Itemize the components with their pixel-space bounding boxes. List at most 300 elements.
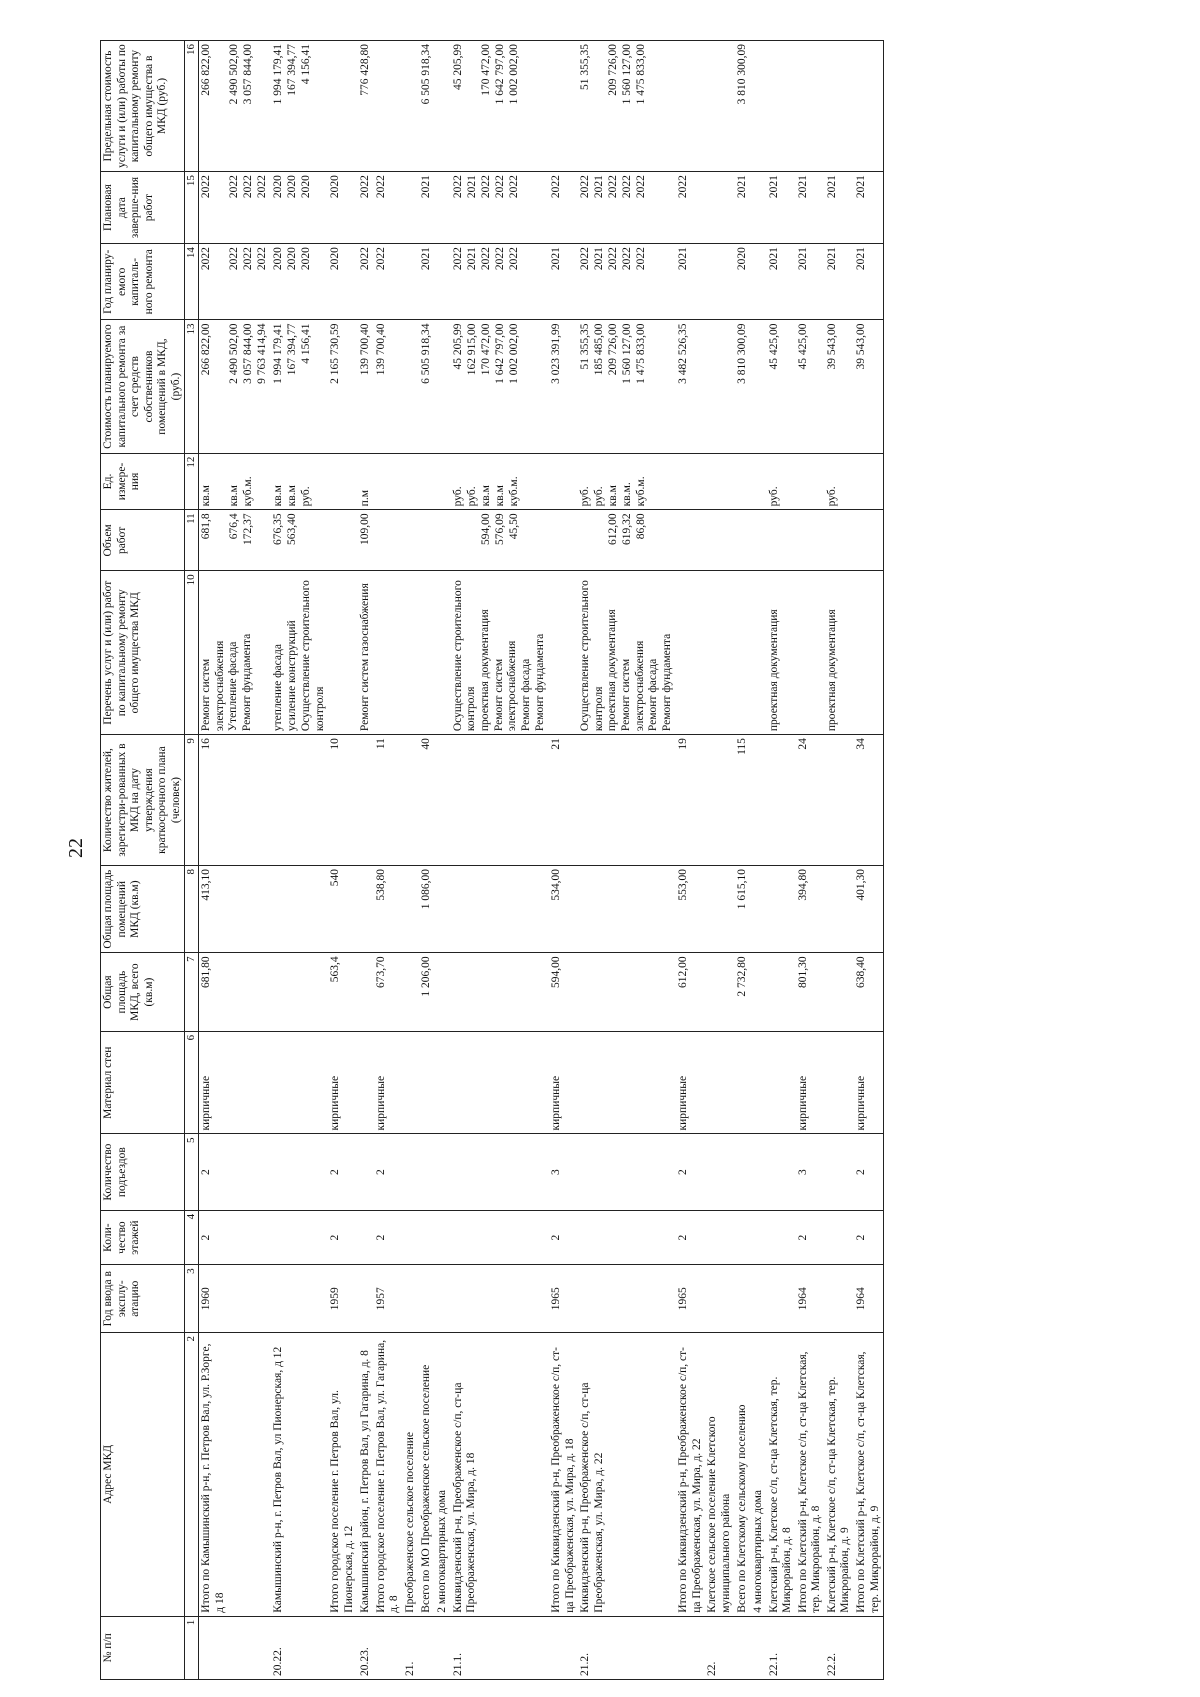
repair-year-cell <box>271 244 328 320</box>
total-area-cell <box>751 953 767 1032</box>
repair-year-cell <box>374 244 403 320</box>
works-cell <box>435 571 451 735</box>
column-number: 4 <box>185 1210 199 1265</box>
column-header: Год ввода в эксплу-атацию <box>101 1265 185 1333</box>
column-number: 10 <box>185 571 199 735</box>
works-cell <box>676 571 705 735</box>
cost-cell <box>578 320 676 453</box>
premises-area-cell: 1 086,00 <box>419 866 435 953</box>
unit-cell-line: куб.м. <box>635 476 648 507</box>
volume-cell-line <box>797 513 811 567</box>
cost-cell-line: 162 915,00 <box>465 323 478 376</box>
completion-year-cell <box>328 172 357 244</box>
works-cell-line: Утепление фасада <box>227 641 240 732</box>
row-number: 22. <box>705 1616 734 1679</box>
table-row <box>767 41 796 1680</box>
completion-year-cell <box>796 172 825 244</box>
residents-cell: 115 <box>735 735 751 866</box>
cost-cell <box>403 320 419 453</box>
repair-year-cell <box>435 244 451 320</box>
row-number <box>751 1616 767 1679</box>
repair-year-cell <box>419 244 435 320</box>
limit-cost-cell-line: 1 475 833,00 <box>635 44 648 105</box>
unit-cell <box>578 453 676 510</box>
volume-cell-line <box>855 513 869 567</box>
limit-cost-cell <box>419 41 435 172</box>
cost-cell <box>796 320 825 453</box>
premises-area-cell <box>435 866 451 953</box>
total-area-cell: 801,30 <box>796 953 825 1032</box>
entrances-cell <box>358 1134 374 1210</box>
unit-cell <box>451 453 549 510</box>
repair-year-cell <box>451 244 549 320</box>
row-number: 21. <box>403 1616 419 1679</box>
volume-cell <box>328 510 357 571</box>
completion-year-cell <box>271 172 328 244</box>
column-number: 6 <box>185 1031 199 1134</box>
repair-year-cell <box>735 244 751 320</box>
unit-cell-line: п.м <box>358 490 371 507</box>
rotated-sheet <box>100 40 1200 1680</box>
unit-cell-line <box>752 457 766 507</box>
limit-cost-cell-line: 3 810 300,09 <box>735 44 748 105</box>
limit-cost-cell-line: 1 002 002,00 <box>507 44 520 105</box>
works-cell-line: Ремонт фундамента <box>661 633 674 732</box>
column-number: 11 <box>185 510 199 571</box>
works-cell <box>419 571 435 735</box>
floors-cell: 2 <box>549 1210 578 1265</box>
completion-year-cell <box>705 172 734 244</box>
volume-cell <box>199 510 272 571</box>
repair-year-cell <box>854 244 884 320</box>
floors-cell <box>403 1210 419 1265</box>
cost-cell-line <box>436 323 450 449</box>
floors-cell <box>419 1210 435 1265</box>
repair-year-cell <box>403 244 419 320</box>
limit-cost-cell <box>767 41 796 172</box>
completion-year-cell-line <box>214 175 228 240</box>
unit-cell-line <box>404 457 418 507</box>
repair-year-cell-line: 2022 <box>635 247 648 271</box>
volume-cell <box>676 510 705 571</box>
repair-year-cell-line <box>214 247 228 316</box>
limit-cost-cell-line <box>214 44 228 168</box>
header-row <box>101 41 185 1680</box>
limit-cost-cell <box>358 41 374 172</box>
cost-cell-line <box>404 323 418 449</box>
year-cell: 1959 <box>328 1265 357 1333</box>
works-cell <box>403 571 419 735</box>
limit-cost-cell-line <box>256 44 270 168</box>
year-cell: 1960 <box>199 1265 272 1333</box>
address-cell: Итого по Киквидзенский р-н, Преображенское с/п, ст-ца Преображенская, ул. Мира, д. 22 <box>676 1333 705 1617</box>
entrances-cell <box>451 1134 549 1210</box>
works-cell-line: проектная документация <box>767 609 780 732</box>
limit-cost-cell <box>796 41 825 172</box>
limit-cost-cell <box>328 41 357 172</box>
cost-cell-line: 39 543,00 <box>854 323 867 370</box>
residents-cell <box>767 735 796 866</box>
row-number <box>854 1616 884 1679</box>
row-number <box>435 1616 451 1679</box>
completion-year-cell-line: 2020 <box>286 175 299 199</box>
repair-year-cell-line: 2022 <box>493 247 506 271</box>
year-cell <box>419 1265 435 1333</box>
works-cell <box>451 571 549 735</box>
row-number <box>199 1616 272 1679</box>
total-area-cell <box>705 953 734 1032</box>
cost-cell <box>199 320 272 453</box>
limit-cost-cell-line <box>826 44 840 168</box>
volume-cell-line: 619,32 <box>621 513 634 545</box>
residents-cell <box>358 735 374 866</box>
floors-cell: 2 <box>854 1210 884 1265</box>
repair-year-cell-line: 2021 <box>825 247 838 271</box>
wall-material-cell <box>419 1031 435 1134</box>
works-cell <box>578 571 676 735</box>
floors-cell: 2 <box>676 1210 705 1265</box>
cost-cell-line: 1 560 127,00 <box>621 323 634 384</box>
year-cell <box>751 1265 767 1333</box>
total-area-cell: 612,00 <box>676 953 705 1032</box>
completion-year-cell <box>549 172 578 244</box>
limit-cost-cell-line <box>375 44 389 168</box>
residents-cell <box>825 735 854 866</box>
repair-year-cell-line: 2022 <box>242 247 255 271</box>
works-cell <box>271 571 328 735</box>
wall-material-cell <box>451 1031 549 1134</box>
works-cell-line: утепление фасада <box>272 644 285 732</box>
wall-material-cell <box>705 1031 734 1134</box>
volume-cell-line <box>736 513 750 567</box>
address-cell: Клетский р-н, Клетское с/п, ст-ца Клетская, тер. Микрорайон, д. 8 <box>767 1333 796 1617</box>
premises-area-cell: 540 <box>328 866 357 953</box>
completion-year-cell <box>676 172 705 244</box>
limit-cost-cell-line <box>752 44 766 168</box>
cost-cell-line: 266 822,00 <box>200 323 213 376</box>
address-cell: Всего по МО Преображенское сельское поселение <box>419 1333 435 1617</box>
total-area-cell: 681,80 <box>199 953 272 1032</box>
completion-year-cell-line: 2022 <box>358 175 371 199</box>
limit-cost-cell-line: 3 057 844,00 <box>242 44 255 105</box>
entrances-cell <box>751 1134 767 1210</box>
works-cell-line: Ремонт фасада <box>519 658 532 732</box>
limit-cost-cell <box>735 41 751 172</box>
column-header: Адрес МКД <box>101 1333 185 1617</box>
total-area-cell <box>271 953 328 1032</box>
premises-area-cell <box>403 866 419 953</box>
unit-cell <box>403 453 419 510</box>
address-cell: 4 многоквартирных дома <box>751 1333 767 1617</box>
unit-cell-line: руб. <box>465 486 478 507</box>
works-cell-line: Ремонт систем электроснабжения <box>492 640 519 732</box>
limit-cost-cell <box>451 41 549 172</box>
premises-area-cell: 534,00 <box>549 866 578 953</box>
column-header: Ед. измере-ния <box>101 453 185 510</box>
works-cell-line <box>855 574 869 731</box>
limit-cost-cell-line <box>768 44 782 168</box>
premises-area-cell <box>271 866 328 953</box>
cost-cell <box>676 320 705 453</box>
unit-cell-line <box>677 457 691 507</box>
completion-year-cell-line: 2022 <box>635 175 648 199</box>
volume-cell <box>854 510 884 571</box>
column-header: Общая площадь МКД, всего (кв.м) <box>101 953 185 1032</box>
repair-year-cell-line: 2020 <box>329 247 342 271</box>
cost-cell-line: 3 023 391,99 <box>549 323 562 384</box>
repair-year-cell-line <box>436 247 450 316</box>
completion-year-cell-line: 2022 <box>374 175 387 199</box>
cost-cell <box>705 320 734 453</box>
wall-material-cell: кирпичные <box>676 1031 705 1134</box>
residents-cell: 11 <box>374 735 403 866</box>
cost-cell-line: 209 726,00 <box>607 323 620 376</box>
residents-cell <box>705 735 734 866</box>
repair-year-cell-line: 2020 <box>735 247 748 271</box>
row-number: 22.2. <box>825 1616 854 1679</box>
completion-year-cell <box>403 172 419 244</box>
cost-cell-line: 45 205,99 <box>451 323 464 370</box>
address-cell: 2 многоквартирных дома <box>435 1333 451 1617</box>
entrances-cell <box>271 1134 328 1210</box>
completion-year-cell <box>451 172 549 244</box>
cost-cell-line: 39 543,00 <box>825 323 838 370</box>
floors-cell: 2 <box>796 1210 825 1265</box>
limit-cost-cell-line: 266 822,00 <box>200 44 213 96</box>
table-row <box>578 41 676 1680</box>
completion-year-cell-line: 2020 <box>329 175 342 199</box>
wall-material-cell <box>751 1031 767 1134</box>
limit-cost-cell-line <box>797 44 811 168</box>
address-cell: Итого по Клетский р-н, Клетское с/п, ст-ца Клетская, тер. Микрорайон, д. 9 <box>854 1333 884 1617</box>
table-row <box>271 41 328 1680</box>
cost-cell <box>419 320 435 453</box>
capital-repair-table <box>100 40 884 1680</box>
row-number: 22.1. <box>767 1616 796 1679</box>
repair-year-cell-line <box>752 247 766 316</box>
unit-cell-line: кв.м <box>607 485 620 507</box>
limit-cost-cell <box>549 41 578 172</box>
table-body <box>199 41 884 1680</box>
limit-cost-cell-line: 170 472,00 <box>479 44 492 96</box>
year-cell: 1964 <box>854 1265 884 1333</box>
repair-year-cell-line: 2021 <box>767 247 780 271</box>
unit-cell <box>435 453 451 510</box>
wall-material-cell <box>435 1031 451 1134</box>
limit-cost-cell-line: 4 156,41 <box>300 44 313 85</box>
works-cell <box>358 571 374 735</box>
floors-cell <box>578 1210 676 1265</box>
cost-cell <box>549 320 578 453</box>
column-number: 13 <box>185 320 199 453</box>
limit-cost-cell-line: 1 994 179,41 <box>272 44 285 105</box>
repair-year-cell-line: 2021 <box>419 247 432 271</box>
table-row <box>705 41 734 1680</box>
limit-cost-cell <box>751 41 767 172</box>
volume-cell-line <box>706 513 720 567</box>
works-cell-line <box>329 574 343 731</box>
entrances-cell <box>578 1134 676 1210</box>
column-number: 15 <box>185 172 199 244</box>
unit-cell-line <box>736 457 750 507</box>
address-cell: Итого городское поселение г. Петров Вал, ул. Пионерская, д. 12 <box>328 1333 357 1617</box>
limit-cost-cell-line: 2 490 502,00 <box>228 44 241 105</box>
premises-area-cell: 538,80 <box>374 866 403 953</box>
unit-cell-line <box>706 457 720 507</box>
unit-cell-line: кв.м <box>286 485 299 507</box>
total-area-cell: 2 732,80 <box>735 953 751 1032</box>
entrances-cell: 2 <box>854 1134 884 1210</box>
repair-year-cell-line: 2021 <box>549 247 562 271</box>
premises-area-cell: 1 615,10 <box>735 866 751 953</box>
header-numbers-row <box>185 41 199 1680</box>
unit-cell-line: руб. <box>767 486 780 507</box>
unit-cell <box>705 453 734 510</box>
volume-cell <box>374 510 403 571</box>
cost-cell-line: 3 810 300,09 <box>735 323 748 384</box>
unit-cell-line: кв.м <box>493 485 506 507</box>
table-row <box>825 41 854 1680</box>
unit-cell-line: руб. <box>579 486 592 507</box>
repair-year-cell-line: 2021 <box>593 247 606 271</box>
volume-cell-line: 172,37 <box>242 513 255 545</box>
column-header: Общая площадь помещений МКД (кв.м) <box>101 866 185 953</box>
wall-material-cell: кирпичные <box>796 1031 825 1134</box>
floors-cell <box>435 1210 451 1265</box>
column-number: 7 <box>185 953 199 1032</box>
limit-cost-cell-line: 776 428,80 <box>358 44 371 96</box>
volume-cell-line <box>436 513 450 567</box>
works-cell <box>796 571 825 735</box>
completion-year-cell-line: 2022 <box>579 175 592 199</box>
year-cell: 1964 <box>796 1265 825 1333</box>
limit-cost-cell <box>374 41 403 172</box>
repair-year-cell-line: 2022 <box>256 247 269 271</box>
address-cell: Итого городское поселение г. Петров Вал, ул. Гагарина, д. 8 <box>374 1333 403 1617</box>
residents-cell: 10 <box>328 735 357 866</box>
completion-year-cell-line: 2021 <box>465 175 478 199</box>
limit-cost-cell-line: 167 394,77 <box>286 44 299 96</box>
unit-cell-line <box>329 457 343 507</box>
repair-year-cell <box>358 244 374 320</box>
repair-year-cell-line: 2022 <box>621 247 634 271</box>
works-cell-line: Ремонт фундамента <box>533 633 546 732</box>
completion-year-cell-line: 2022 <box>507 175 520 199</box>
unit-cell-line: кв.м <box>479 485 492 507</box>
works-cell-line: усиление конструкций <box>286 620 299 732</box>
total-area-cell <box>435 953 451 1032</box>
unit-cell <box>825 453 854 510</box>
floors-cell: 2 <box>328 1210 357 1265</box>
column-header: Перечень услуг и (или) работ по капитальному ремонту общего имущества МКД <box>101 571 185 735</box>
volume-cell-line <box>452 513 466 567</box>
table-row <box>676 41 705 1680</box>
limit-cost-cell <box>825 41 854 172</box>
unit-cell-line: кв.м. <box>621 482 634 507</box>
cost-cell-line: 6 505 918,34 <box>419 323 432 384</box>
cost-cell <box>751 320 767 453</box>
works-cell-line <box>677 574 691 731</box>
row-number <box>328 1616 357 1679</box>
repair-year-cell-line <box>404 247 418 316</box>
unit-cell <box>549 453 578 510</box>
total-area-cell: 563,4 <box>328 953 357 1032</box>
address-cell: Клетское сельское поселение Клетского муниципального района <box>705 1333 734 1617</box>
table-row <box>549 41 578 1680</box>
row-number <box>549 1616 578 1679</box>
completion-year-cell-line: 2022 <box>607 175 620 199</box>
total-area-cell: 594,00 <box>549 953 578 1032</box>
table-row <box>328 41 357 1680</box>
address-cell: Итого по Клетский р-н, Клетское с/п, ст-ца Клетская, тер. Микрорайон, д. 8 <box>796 1333 825 1617</box>
total-area-cell: 638,40 <box>854 953 884 1032</box>
works-cell <box>199 571 272 735</box>
repair-year-cell-line: 2022 <box>507 247 520 271</box>
residents-cell: 21 <box>549 735 578 866</box>
volume-cell <box>435 510 451 571</box>
works-cell-line <box>736 574 750 731</box>
volume-cell <box>271 510 328 571</box>
premises-area-cell: 413,10 <box>199 866 272 953</box>
cost-cell <box>374 320 403 453</box>
residents-cell: 24 <box>796 735 825 866</box>
limit-cost-cell-line <box>593 44 607 168</box>
volume-cell-line: 681,8 <box>200 513 213 540</box>
repair-year-cell <box>578 244 676 320</box>
cost-cell-line: 51 355,35 <box>579 323 592 370</box>
residents-cell <box>435 735 451 866</box>
completion-year-cell-line <box>752 175 766 240</box>
premises-area-cell: 553,00 <box>676 866 705 953</box>
works-cell-line: Ремонт систем электроснабжения <box>200 640 226 732</box>
cost-cell-line: 45 425,00 <box>796 323 809 370</box>
works-cell-line <box>797 574 811 731</box>
column-header: Количество подъездов <box>101 1134 185 1210</box>
repair-year-cell-line: 2021 <box>677 247 690 271</box>
cost-cell-line: 3 482 526,35 <box>677 323 690 384</box>
cost-cell-line: 170 472,00 <box>479 323 492 376</box>
unit-cell-line <box>550 457 564 507</box>
works-cell <box>735 571 751 735</box>
volume-cell-line: 45,50 <box>507 513 520 540</box>
address-cell: Киквидзенский р-н, Преображенское с/п, ст-ца Преображенская, ул. Мира, д. 18 <box>451 1333 549 1617</box>
total-area-cell: 1 206,00 <box>419 953 435 1032</box>
works-cell-line <box>752 574 766 731</box>
completion-year-cell-line: 2022 <box>242 175 255 199</box>
year-cell <box>435 1265 451 1333</box>
unit-cell-line: руб. <box>825 486 838 507</box>
entrances-cell: 2 <box>676 1134 705 1210</box>
volume-cell <box>358 510 374 571</box>
works-cell-line: Осуществление строительного контроля <box>300 580 326 732</box>
volume-cell <box>825 510 854 571</box>
entrances-cell: 2 <box>328 1134 357 1210</box>
repair-year-cell-line: 2022 <box>200 247 213 271</box>
unit-cell <box>199 453 272 510</box>
unit-cell-line: кв.м <box>272 485 285 507</box>
limit-cost-cell-line: 209 726,00 <box>607 44 620 96</box>
limit-cost-cell-line <box>329 44 343 168</box>
unit-cell-line: руб. <box>593 486 606 507</box>
address-cell: Камышинский р-н, г. Петров Вал, ул Пионерская, д 12 <box>271 1333 328 1617</box>
works-cell-line <box>404 574 418 731</box>
completion-year-cell-line: 2022 <box>621 175 634 199</box>
unit-cell-line <box>436 457 450 507</box>
cost-cell-line: 9 763 414,94 <box>256 323 269 384</box>
limit-cost-cell-line <box>466 44 480 168</box>
column-header: Стоимость планируемого капитального ремонта за счет средств собственников помещений в МКД, (руб.) <box>101 320 185 453</box>
works-cell-line: проектная документация <box>825 609 838 732</box>
